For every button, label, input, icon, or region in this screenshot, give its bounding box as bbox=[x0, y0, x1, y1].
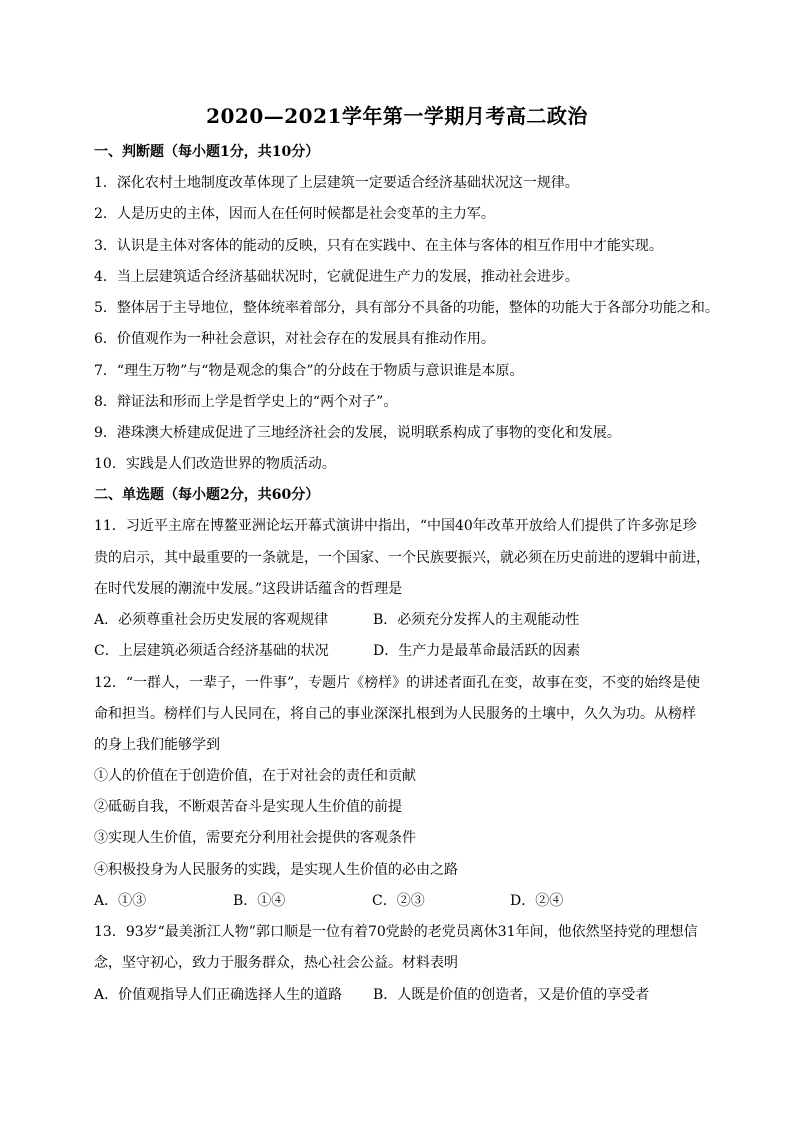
q11-line-1: 11．习近平主席在博鳌亚洲论坛开幕式演讲中指出，“中国40年改革开放给人们提供了许多弥足珍 bbox=[94, 518, 697, 534]
q11-option-d: D．生产力是最革命最活跃的因素 bbox=[373, 643, 581, 659]
q12-option-d: D．②④ bbox=[510, 893, 564, 909]
q12-line-2: 命和担当。榜样们与人民同在，将自己的事业深深扎根到为人民服务的土壤中，久久为功。从榜样 bbox=[94, 706, 696, 722]
section1-heading: 一、判断题（每小题1分，共10分） bbox=[94, 144, 320, 160]
section2-heading: 二、单选题（每小题2分，共60分） bbox=[94, 487, 320, 503]
q12-line-3: 的身上我们能够学到 bbox=[94, 737, 220, 753]
q13-line-2: 念，坚守初心，致力于服务群众，热心社会公益。材料表明 bbox=[94, 955, 458, 971]
judgement-item-3: 3．认识是主体对客体的能动的反映，只有在实践中、在主体与客体的相互作用中才能实现。 bbox=[94, 238, 663, 254]
judgement-item-5: 5．整体居于主导地位，整体统率着部分，具有部分不具备的功能，整体的功能大于各部分功能之和。 bbox=[94, 300, 719, 316]
q12-statement-4: ④积极投身为人民服务的实践，是实现人生价值的必由之路 bbox=[94, 862, 458, 878]
q12-statement-2: ②砥砺自我，不断艰苦奋斗是实现人生价值的前提 bbox=[94, 799, 402, 815]
q13-line-1: 13．93岁“最美浙江人物”郭口顺是一位有着70党龄的老党员离休31年间，他依然坚持党的理想信 bbox=[94, 924, 698, 940]
q11-line-3: 在时代发展的潮流中发展。”这段讲话蕴含的哲理是 bbox=[94, 581, 403, 597]
q11-option-c: C．上层建筑必须适合经济基础的状况 bbox=[94, 643, 329, 659]
q12-option-c: C．②③ bbox=[372, 893, 425, 909]
judgement-item-4: 4．当上层建筑适合经济基础状况时，它就促进生产力的发展，推动社会进步。 bbox=[94, 269, 579, 285]
q11-line-2: 贵的启示，其中最重要的一条就是，一个国家、一个民族要振兴，就必须在历史前进的逻辑中前进， bbox=[94, 550, 710, 566]
q11-option-a: A．必须尊重社会历史发展的客观规律 bbox=[94, 612, 329, 628]
q13-option-a: A．价值观指导人们正确选择人生的道路 bbox=[94, 987, 343, 1003]
judgement-item-9: 9．港珠澳大桥建成促进了三地经济社会的发展，说明联系构成了事物的变化和发展。 bbox=[94, 425, 621, 441]
q12-statement-3: ③实现人生价值，需要充分利用社会提供的客观条件 bbox=[94, 830, 416, 846]
q12-option-b: B．①④ bbox=[233, 893, 286, 909]
q12-statement-1: ①人的价值在于创造价值，在于对社会的责任和贡献 bbox=[94, 768, 416, 784]
judgement-item-8: 8．辩证法和形而上学是哲学史上的“两个对子”。 bbox=[94, 394, 398, 410]
q11-option-b: B．必须充分发挥人的主观能动性 bbox=[373, 612, 580, 628]
judgement-item-1: 1．深化农村土地制度改革体现了上层建筑一定要适合经济基础状况这一规律。 bbox=[94, 175, 579, 191]
judgement-item-7: 7．“理生万物”与“物是观念的集合”的分歧在于物质与意识谁是本原。 bbox=[94, 363, 524, 379]
q13-option-b: B．人既是价值的创造者，又是价值的享受者 bbox=[373, 987, 650, 1003]
exam-title: 2020—2021学年第一学期月考高二政治 bbox=[206, 104, 588, 128]
q12-option-a: A．①③ bbox=[94, 893, 147, 909]
judgement-item-10: 10．实践是人们改造世界的物质活动。 bbox=[94, 456, 336, 472]
q12-line-1: 12．“一群人，一辈子，一件事”，专题片《榜样》的讲述者面孔在变，故事在变，不变的始终是使 bbox=[94, 675, 701, 691]
judgement-item-6: 6．价值观作为一种社会意识，对社会存在的发展具有推动作用。 bbox=[94, 331, 495, 347]
judgement-item-2: 2．人是历史的主体，因而人在任何时候都是社会变革的主力军。 bbox=[94, 206, 495, 222]
